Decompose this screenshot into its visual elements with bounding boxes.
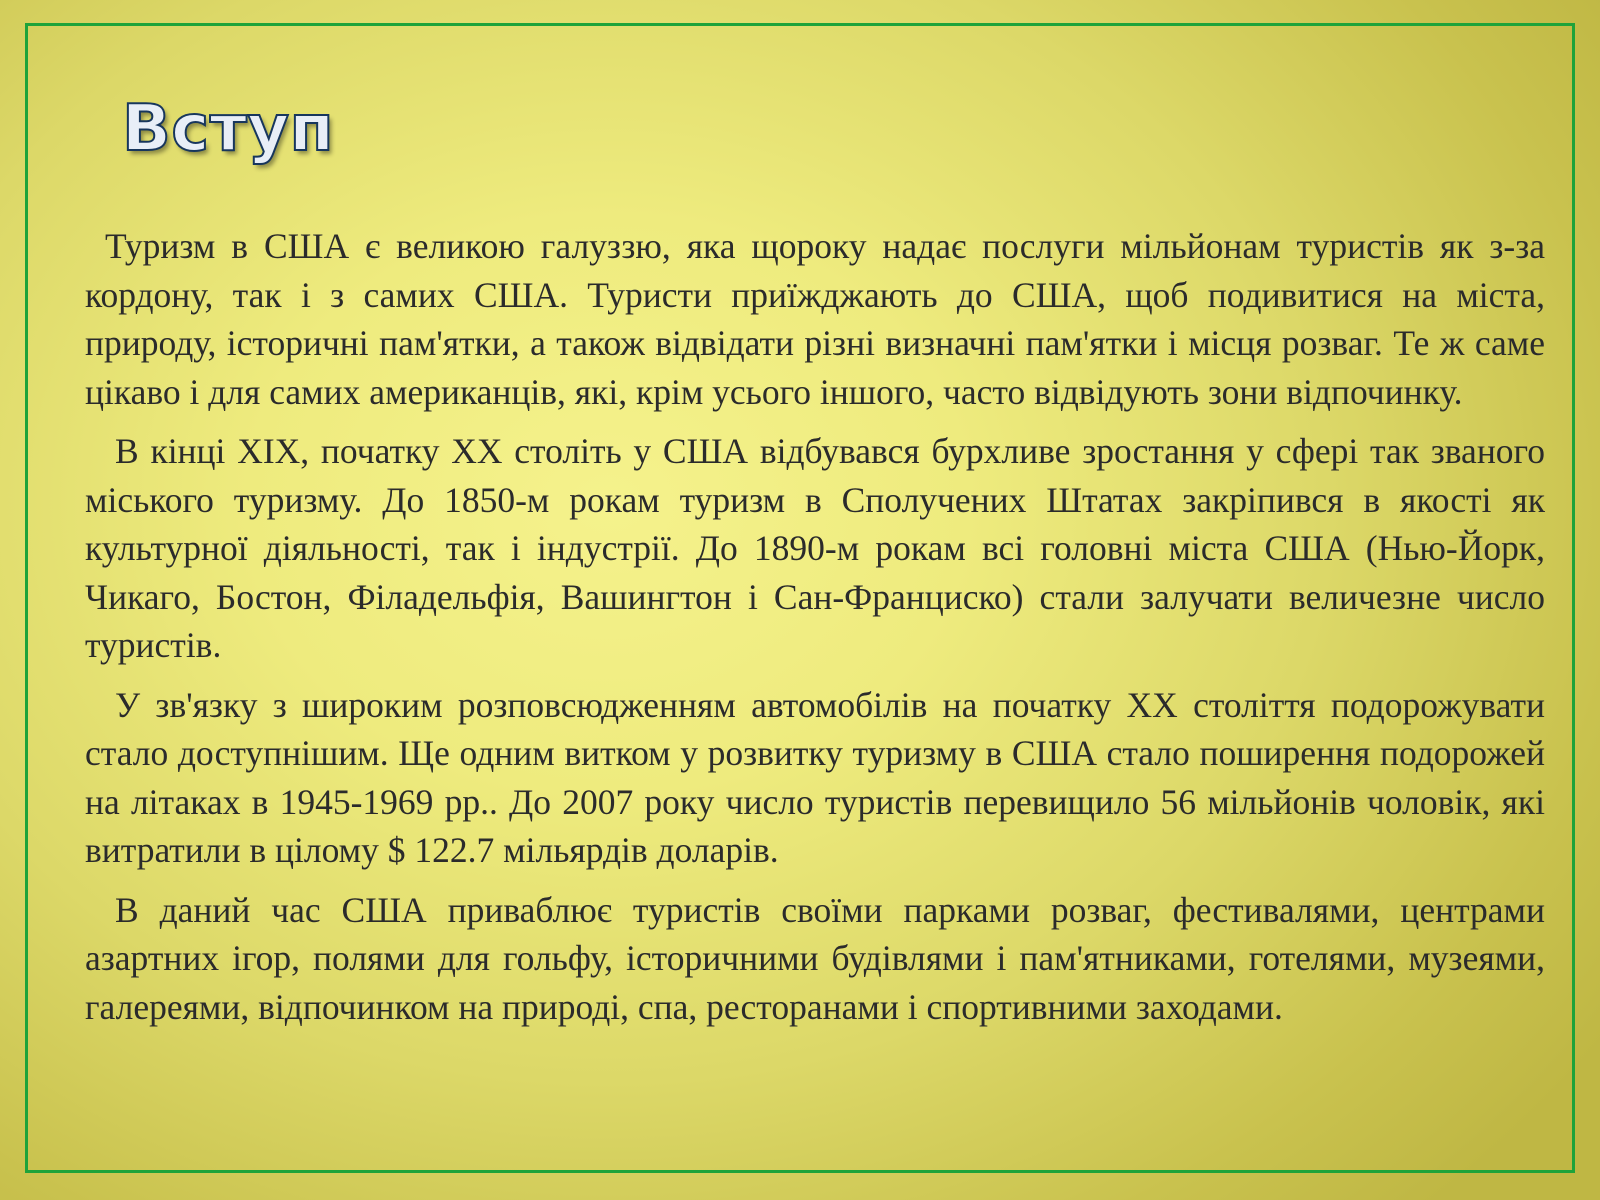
paragraph-automobiles: У зв'язку з широким розповсюдженням автомобілів на початку XX століття подорожувати стало доступнішим. Ще одним витком у розвитку туризму в США стало поширення подорожей на літаках в 1945-1969 рр.. До 2007 року число туристів перевищило 56 мільйонів чоловік, які витратили в цілому $ 122.7 мільярдів доларів. [85, 684, 1545, 870]
slide-title: Вступ [122, 92, 335, 166]
paragraph-attractions: В даний час США приваблює туристів своїми парками розваг, фестивалями, центрами азартних ігор, полями для гольфу, історичними будівлями і пам'ятниками, готелями, музеями, галереями, відпочинком на природі, спа, ресторанами і спортивними заходами. [85, 889, 1545, 1027]
paragraph-history: В кінці XIX, початку XX століть у США відбувався бурхливе зростання у сфері так званого міського туризму. До 1850-м рокам туризм в Сполучених Штатах закріпився в якості як культурної діяльності, так і індустрії. До 1890-м рокам всі головні міста США (Нью-Йорк, Чикаго, Бостон, Філадельфія, Вашингтон і Сан-Франциско) стали залучати величезне число туристів. [85, 431, 1545, 665]
slide-body [85, 222, 1545, 1042]
paragraph-intro: Туризм в США є великою галуззю, яка щороку надає послуги мільйонам туристів як з-за кордону, так і з самих США. Туристи приїжджають до США, щоб подивитися на міста, природу, історичні пам'ятки, а також відвідати різні визначні пам'ятки і місця розваг. Те ж саме цікаво і для самих американців, які, крім усього іншого, часто відвідують зони відпочинку. [85, 226, 1545, 412]
